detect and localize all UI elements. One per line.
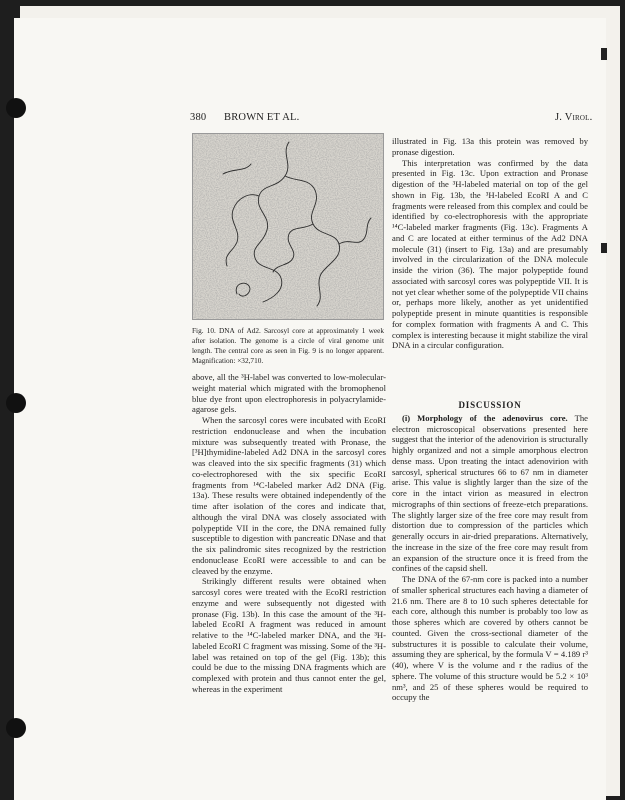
running-head-journal: J. Virol. <box>555 112 593 123</box>
micrograph-figure <box>192 133 384 320</box>
paragraph: This interpretation was confirmed by the data presented in Fig. 13c. Upon extraction and Pronase digestion of the ³H-labeled material on top of the gel shown in Fig. 13b, the ³H-labeled EcoRI A and C fragments were released from this complex and could be identified by co-electrophoresis with the appropriate ¹⁴C-labeled marker fragments (Fig. 13c). Fragments A and C are located at either terminus of the Ad2 DNA molecule (31) (insert to Fig. 13a) and are presumably involved in the circularization of the DNA molecule inside the virion (36). The major polypeptide found associated with sarcosyl cores was polypeptide VII. It is not yet clear whether some of the polypeptide VII chains or, perhaps more likely, another as yet unidentified polypeptide present in minute quantities is responsible for complex formation with fragments A and C. This complex is interesting because it might stabilize the viral DNA in a circular configuration. <box>392 157 588 351</box>
micrograph-image <box>193 134 383 319</box>
paragraph: Strikingly different results were obtained when sarcosyl cores were treated with the EcoRI restriction enzyme and were subsequently not digested with pronase (Fig. 13b). In this case the amount of the ³H-labeled EcoRI A fragment was reduced in amount relative to the ¹⁴C-labeled marker DNA, and the ³H-labeled EcoRI C fragment was missing. Some of the ³H-label was retained on top of the gel (Fig. 13b); this could be due to the missing DNA fragments which are complexed with protein and thus cannot enter the gel, whereas in the experiment <box>192 576 386 694</box>
left-column <box>192 372 386 695</box>
paragraph: above, all the ³H-label was converted to low-molecular-weight material which migrated with the bromophenol blue dye front upon electrophoresis in polyacrylamide-agarose gels. <box>192 372 386 415</box>
scan-edge-mark <box>601 48 607 60</box>
subsection-heading: (i) Morphology of the adenovirus core. <box>402 412 568 423</box>
discussion-section <box>392 394 588 703</box>
figure-caption: Fig. 10. DNA of Ad2. Sarcosyl core at approximately 1 week after isolation. The genome is a circle of viral genome unit length. The central core as seen in Fig. 9 is no longer apparent. Magnification: ×32,710. <box>192 326 384 365</box>
right-column-top <box>392 136 588 351</box>
page-number: 380 <box>190 112 207 123</box>
paragraph: The DNA of the 67-nm core is packed into a number of smaller spherical structures each having a diameter of 21.6 nm. There are 8 to 10 such spheres detectable for each core, although this number is probably too low as those spheres which are covered by others cannot be counted. Given the cross-sectional diameter of the substructures it is possible to calculate their volume, assuming they are spherical, by the formula V = 4.189 r³ (40), where V is the volume and r the radius of the sphere. The volume of this structure would be 5.2 × 10³ nm³, and 25 of these spheres would be required to occupy the <box>392 574 588 703</box>
paragraph: When the sarcosyl cores were incubated with EcoRI restriction endonuclease and when the incubation mixture was subsequently treated with Pronase, the [³H]thymidine-labeled Ad2 DNA in the sarcosyl cores was cleaved into the six specific fragments (31) which co-electrophoresed with the six specific EcoRI fragments from ¹⁴C-labeled marker Ad2 DNA (Fig. 13a). These results were obtained independently of the time after isolation of the cores and indicate that, although the viral DNA was closely associated with polypeptide VII in the core, the DNA remained fully susceptible to digestion with pancreatic DNase and that the six palindromic sites recognized by the restriction endonuclease EcoRI were accessible to and can be cleaved by the enzyme. <box>192 415 386 576</box>
paragraph: The electron microscopical observations presented here suggest that the interior of the adenovirion is structurally highly organized and not a simple amorphous electron dense mass. Upon treating the intact adenovirion with sarcosyl, spherical structures 66 to 67 nm in diameter arise. This value is slightly larger than the size of the core in the intact virion as measured in electron micrographs of thin sections of freeze-etch preparations. The slightly larger size of the free core may result from distortion due to compression of the particles which generally occurs in air-dried preparations. Alternatively, the increase in the size of the free core may result from an expansion of the structure once it is freed from the confines of the capsid shell. <box>392 412 588 574</box>
punch-hole <box>6 393 26 413</box>
paragraph: illustrated in Fig. 13a this protein was removed by pronase digestion. <box>392 136 588 157</box>
punch-hole <box>6 718 26 738</box>
running-head-authors: BROWN ET AL. <box>224 112 300 123</box>
punch-hole <box>6 98 26 118</box>
scan-edge-mark <box>601 243 607 253</box>
section-heading: DISCUSSION <box>458 400 522 410</box>
